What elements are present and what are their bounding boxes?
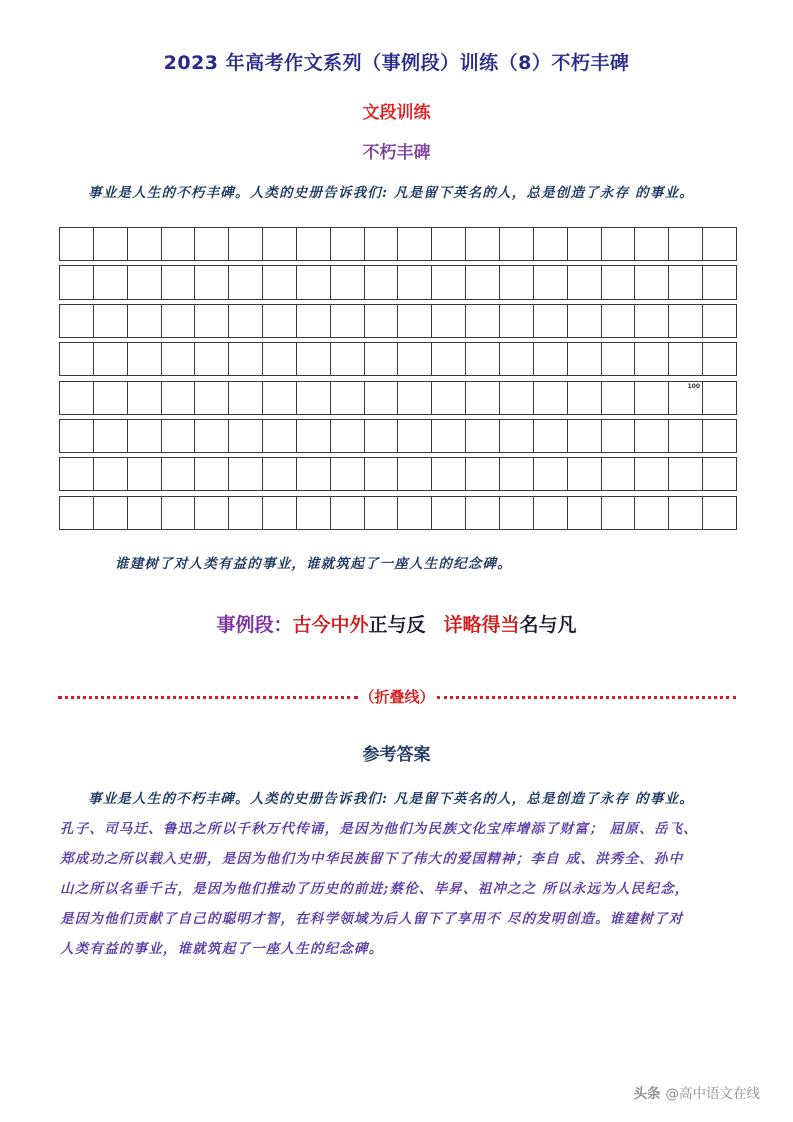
- grid-cell[interactable]: [262, 457, 296, 491]
- watermark-text: @高中语文在线: [665, 1086, 760, 1102]
- grid-cell[interactable]: [194, 381, 228, 415]
- grid-cell[interactable]: [499, 304, 533, 338]
- grid-cell[interactable]: [634, 342, 668, 376]
- grid-cell[interactable]: [93, 304, 127, 338]
- grid-cell[interactable]: [262, 265, 296, 299]
- grid-cell[interactable]: [93, 457, 127, 491]
- grid-cell[interactable]: [296, 496, 330, 530]
- grid-cell[interactable]: [228, 419, 262, 453]
- subtitle-topic: 不朽丰碑: [362, 143, 431, 163]
- grid-count-marker: 100: [687, 382, 701, 390]
- grid-cell[interactable]: [127, 304, 161, 338]
- grid-cell[interactable]: [161, 227, 195, 261]
- grid-cell[interactable]: [161, 419, 195, 453]
- grid-cell[interactable]: [533, 381, 567, 415]
- grid-cell[interactable]: [533, 342, 567, 376]
- grid-cell[interactable]: [668, 457, 702, 491]
- grid-cell[interactable]: [59, 381, 93, 415]
- grid-cell[interactable]: [161, 304, 195, 338]
- grid-cell[interactable]: [296, 381, 330, 415]
- grid-cell[interactable]: [465, 381, 499, 415]
- grid-cell[interactable]: [59, 227, 93, 261]
- grid-cell[interactable]: [93, 227, 127, 261]
- grid-cell[interactable]: [127, 381, 161, 415]
- grid-cell[interactable]: [431, 496, 465, 530]
- grid-cell[interactable]: [228, 457, 262, 491]
- answer-line: 山之所以名垂千古，是因为他们推动了历史的前进;蔡伦、毕昇、祖冲之之 所以永远为人民纪念，: [60, 881, 690, 897]
- grid-cell[interactable]: [262, 381, 296, 415]
- grid-cell[interactable]: [533, 419, 567, 453]
- grid-cell[interactable]: [262, 304, 296, 338]
- grid-cell[interactable]: [93, 342, 127, 376]
- grid-cell[interactable]: [161, 342, 195, 376]
- grid-cell[interactable]: [330, 342, 364, 376]
- grid-cell[interactable]: [702, 227, 737, 261]
- grid-cell[interactable]: [59, 304, 93, 338]
- grid-cell[interactable]: [397, 457, 431, 491]
- example-part2: 正与反: [368, 614, 426, 636]
- grid-cell[interactable]: [364, 304, 398, 338]
- grid-cell[interactable]: [499, 381, 533, 415]
- grid-cell[interactable]: [702, 265, 737, 299]
- grid-cell[interactable]: [397, 419, 431, 453]
- grid-cell[interactable]: [431, 304, 465, 338]
- grid-cell[interactable]: [296, 227, 330, 261]
- example-part3: 详略得当: [443, 614, 520, 636]
- grid-cell[interactable]: [601, 419, 635, 453]
- grid-cell[interactable]: [465, 265, 499, 299]
- grid-cell[interactable]: [668, 227, 702, 261]
- grid-cell[interactable]: [364, 265, 398, 299]
- grid-cell[interactable]: [702, 342, 737, 376]
- grid-cell[interactable]: [668, 342, 702, 376]
- grid-cell[interactable]: [702, 457, 737, 491]
- grid-cell[interactable]: [296, 419, 330, 453]
- subtitle-training: 文段训练: [362, 103, 431, 123]
- grid-cell[interactable]: [397, 342, 431, 376]
- grid-cell[interactable]: [161, 496, 195, 530]
- grid-cell[interactable]: [431, 457, 465, 491]
- grid-cell[interactable]: [364, 381, 398, 415]
- fold-dots-left: [58, 696, 358, 699]
- grid-cell[interactable]: [668, 419, 702, 453]
- grid-cell[interactable]: [296, 304, 330, 338]
- grid-cell[interactable]: [465, 342, 499, 376]
- grid-cell[interactable]: [93, 419, 127, 453]
- grid-cell[interactable]: [228, 342, 262, 376]
- grid-cell[interactable]: [127, 496, 161, 530]
- grid-cell[interactable]: [634, 419, 668, 453]
- grid-cell[interactable]: [465, 457, 499, 491]
- grid-cell[interactable]: [364, 496, 398, 530]
- grid-cell[interactable]: [194, 304, 228, 338]
- grid-cell[interactable]: [533, 496, 567, 530]
- grid-cell[interactable]: [702, 381, 737, 415]
- grid-cell[interactable]: [93, 381, 127, 415]
- watermark: [634, 1082, 761, 1102]
- post-grid-paragraph: 谁建树了对人类有益的事业，谁就筑起了一座人生的纪念碑。: [115, 556, 512, 572]
- grid-cell[interactable]: [59, 457, 93, 491]
- grid-cell[interactable]: [465, 419, 499, 453]
- grid-cell[interactable]: [465, 496, 499, 530]
- grid-row: [59, 265, 737, 299]
- grid-cell[interactable]: [59, 496, 93, 530]
- grid-cell[interactable]: [228, 227, 262, 261]
- grid-cell[interactable]: [668, 304, 702, 338]
- grid-row: [59, 227, 737, 261]
- grid-cell[interactable]: [499, 457, 533, 491]
- grid-cell[interactable]: [262, 342, 296, 376]
- grid-cell[interactable]: [601, 227, 635, 261]
- grid-row: [59, 419, 737, 453]
- grid-cell[interactable]: [59, 419, 93, 453]
- grid-cell[interactable]: [634, 304, 668, 338]
- grid-cell[interactable]: [499, 227, 533, 261]
- grid-cell[interactable]: [161, 457, 195, 491]
- grid-cell[interactable]: [330, 304, 364, 338]
- example-section-line: [0, 610, 793, 637]
- grid-cell[interactable]: [194, 265, 228, 299]
- grid-cell[interactable]: [601, 496, 635, 530]
- grid-cell[interactable]: [668, 496, 702, 530]
- example-label: 事例段：: [216, 614, 293, 636]
- writing-grid: [59, 227, 737, 535]
- grid-cell[interactable]: [601, 265, 635, 299]
- grid-cell[interactable]: [499, 342, 533, 376]
- grid-cell[interactable]: [601, 342, 635, 376]
- grid-cell[interactable]: [567, 496, 601, 530]
- grid-cell[interactable]: [567, 342, 601, 376]
- grid-cell[interactable]: [194, 419, 228, 453]
- grid-cell[interactable]: [127, 265, 161, 299]
- grid-cell[interactable]: [567, 304, 601, 338]
- grid-cell[interactable]: [601, 381, 635, 415]
- watermark-logo: 头条: [633, 1086, 661, 1102]
- grid-cell[interactable]: [567, 457, 601, 491]
- grid-cell[interactable]: [228, 265, 262, 299]
- grid-cell[interactable]: [397, 227, 431, 261]
- grid-cell[interactable]: [567, 265, 601, 299]
- grid-row: [59, 457, 737, 491]
- answer-line: 事业是人生的不朽丰碑。人类的史册告诉我们: 凡是留下英名的人，总是创造了永存 的事业。: [88, 791, 694, 807]
- grid-cell[interactable]: [533, 457, 567, 491]
- grid-cell[interactable]: [194, 342, 228, 376]
- grid-cell[interactable]: [465, 304, 499, 338]
- grid-cell[interactable]: [228, 496, 262, 530]
- grid-cell[interactable]: [601, 457, 635, 491]
- fold-label: （折叠线）: [359, 688, 435, 706]
- grid-cell[interactable]: [330, 496, 364, 530]
- grid-cell[interactable]: [194, 227, 228, 261]
- grid-cell[interactable]: [127, 227, 161, 261]
- grid-cell[interactable]: [93, 496, 127, 530]
- grid-cell[interactable]: [127, 457, 161, 491]
- grid-row: [59, 381, 737, 415]
- grid-cell[interactable]: [567, 419, 601, 453]
- grid-cell[interactable]: [296, 265, 330, 299]
- example-part1: 古今中外: [292, 614, 369, 636]
- grid-cell[interactable]: [702, 419, 737, 453]
- grid-cell[interactable]: [397, 265, 431, 299]
- grid-cell[interactable]: [533, 265, 567, 299]
- answer-body: [60, 784, 760, 964]
- grid-cell[interactable]: [330, 265, 364, 299]
- grid-cell[interactable]: [161, 265, 195, 299]
- grid-cell[interactable]: [499, 419, 533, 453]
- grid-cell[interactable]: [397, 496, 431, 530]
- grid-cell[interactable]: [59, 342, 93, 376]
- grid-cell[interactable]: [228, 381, 262, 415]
- grid-cell[interactable]: [161, 381, 195, 415]
- grid-cell[interactable]: [397, 381, 431, 415]
- grid-cell[interactable]: [431, 227, 465, 261]
- grid-cell[interactable]: [194, 496, 228, 530]
- fold-dots-right: [437, 696, 737, 699]
- grid-cell[interactable]: [499, 496, 533, 530]
- grid-cell[interactable]: [431, 419, 465, 453]
- fold-line: [58, 690, 736, 705]
- grid-cell[interactable]: [364, 419, 398, 453]
- grid-cell[interactable]: [668, 381, 702, 415]
- grid-cell[interactable]: [567, 227, 601, 261]
- example-part4: 名与凡: [519, 614, 577, 636]
- answer-line: 人类有益的事业，谁就筑起了一座人生的纪念碑。: [60, 941, 384, 957]
- grid-cell[interactable]: [296, 342, 330, 376]
- grid-cell[interactable]: [499, 265, 533, 299]
- answer-line: 是因为他们贡献了自己的聪明才智，在科学领域为后人留下了享用不 尽的发明创造。谁建树了对: [60, 911, 684, 927]
- grid-cell[interactable]: [330, 419, 364, 453]
- grid-cell[interactable]: [431, 265, 465, 299]
- answer-line: 郑成功之所以载入史册，是因为他们为中华民族留下了伟大的爱国精神；李自 成、洪秀全、孙中: [60, 851, 684, 867]
- grid-cell[interactable]: [634, 381, 668, 415]
- grid-row: [59, 342, 737, 376]
- grid-row: [59, 496, 737, 530]
- page-title: 2023 年高考作文系列（事例段）训练（8）不朽丰碑: [163, 52, 630, 74]
- grid-cell[interactable]: [364, 227, 398, 261]
- answer-line: 孔子、司马迁、鲁迅之所以千秋万代传诵，是因为他们为民族文化宝库增添了财富； 屈原、岳飞、: [60, 821, 698, 837]
- grid-cell[interactable]: [431, 342, 465, 376]
- grid-cell[interactable]: [194, 457, 228, 491]
- grid-cell[interactable]: [634, 496, 668, 530]
- grid-cell[interactable]: [601, 304, 635, 338]
- grid-cell[interactable]: [296, 457, 330, 491]
- grid-cell[interactable]: [702, 304, 737, 338]
- grid-cell[interactable]: [465, 227, 499, 261]
- grid-cell[interactable]: [330, 457, 364, 491]
- grid-cell[interactable]: [431, 381, 465, 415]
- grid-cell[interactable]: [262, 496, 296, 530]
- grid-cell[interactable]: [59, 265, 93, 299]
- grid-cell[interactable]: [668, 265, 702, 299]
- grid-cell[interactable]: [330, 381, 364, 415]
- grid-cell[interactable]: [93, 265, 127, 299]
- grid-cell[interactable]: [702, 496, 737, 530]
- grid-cell[interactable]: [330, 227, 364, 261]
- grid-cell[interactable]: [228, 304, 262, 338]
- grid-cell[interactable]: [634, 265, 668, 299]
- grid-cell[interactable]: [397, 304, 431, 338]
- grid-cell[interactable]: [262, 419, 296, 453]
- grid-cell[interactable]: [364, 457, 398, 491]
- answer-title: 参考答案: [362, 745, 431, 765]
- grid-cell[interactable]: [634, 457, 668, 491]
- grid-cell[interactable]: [634, 227, 668, 261]
- intro-paragraph: 事业是人生的不朽丰碑。人类的史册告诉我们: 凡是留下英名的人，总是创造了永存 的事业。: [88, 185, 694, 201]
- grid-cell[interactable]: [533, 304, 567, 338]
- grid-cell[interactable]: [262, 227, 296, 261]
- grid-cell[interactable]: [533, 227, 567, 261]
- grid-cell[interactable]: [364, 342, 398, 376]
- grid-cell[interactable]: [567, 381, 601, 415]
- grid-cell[interactable]: [127, 419, 161, 453]
- grid-cell[interactable]: [127, 342, 161, 376]
- grid-row: [59, 304, 737, 338]
